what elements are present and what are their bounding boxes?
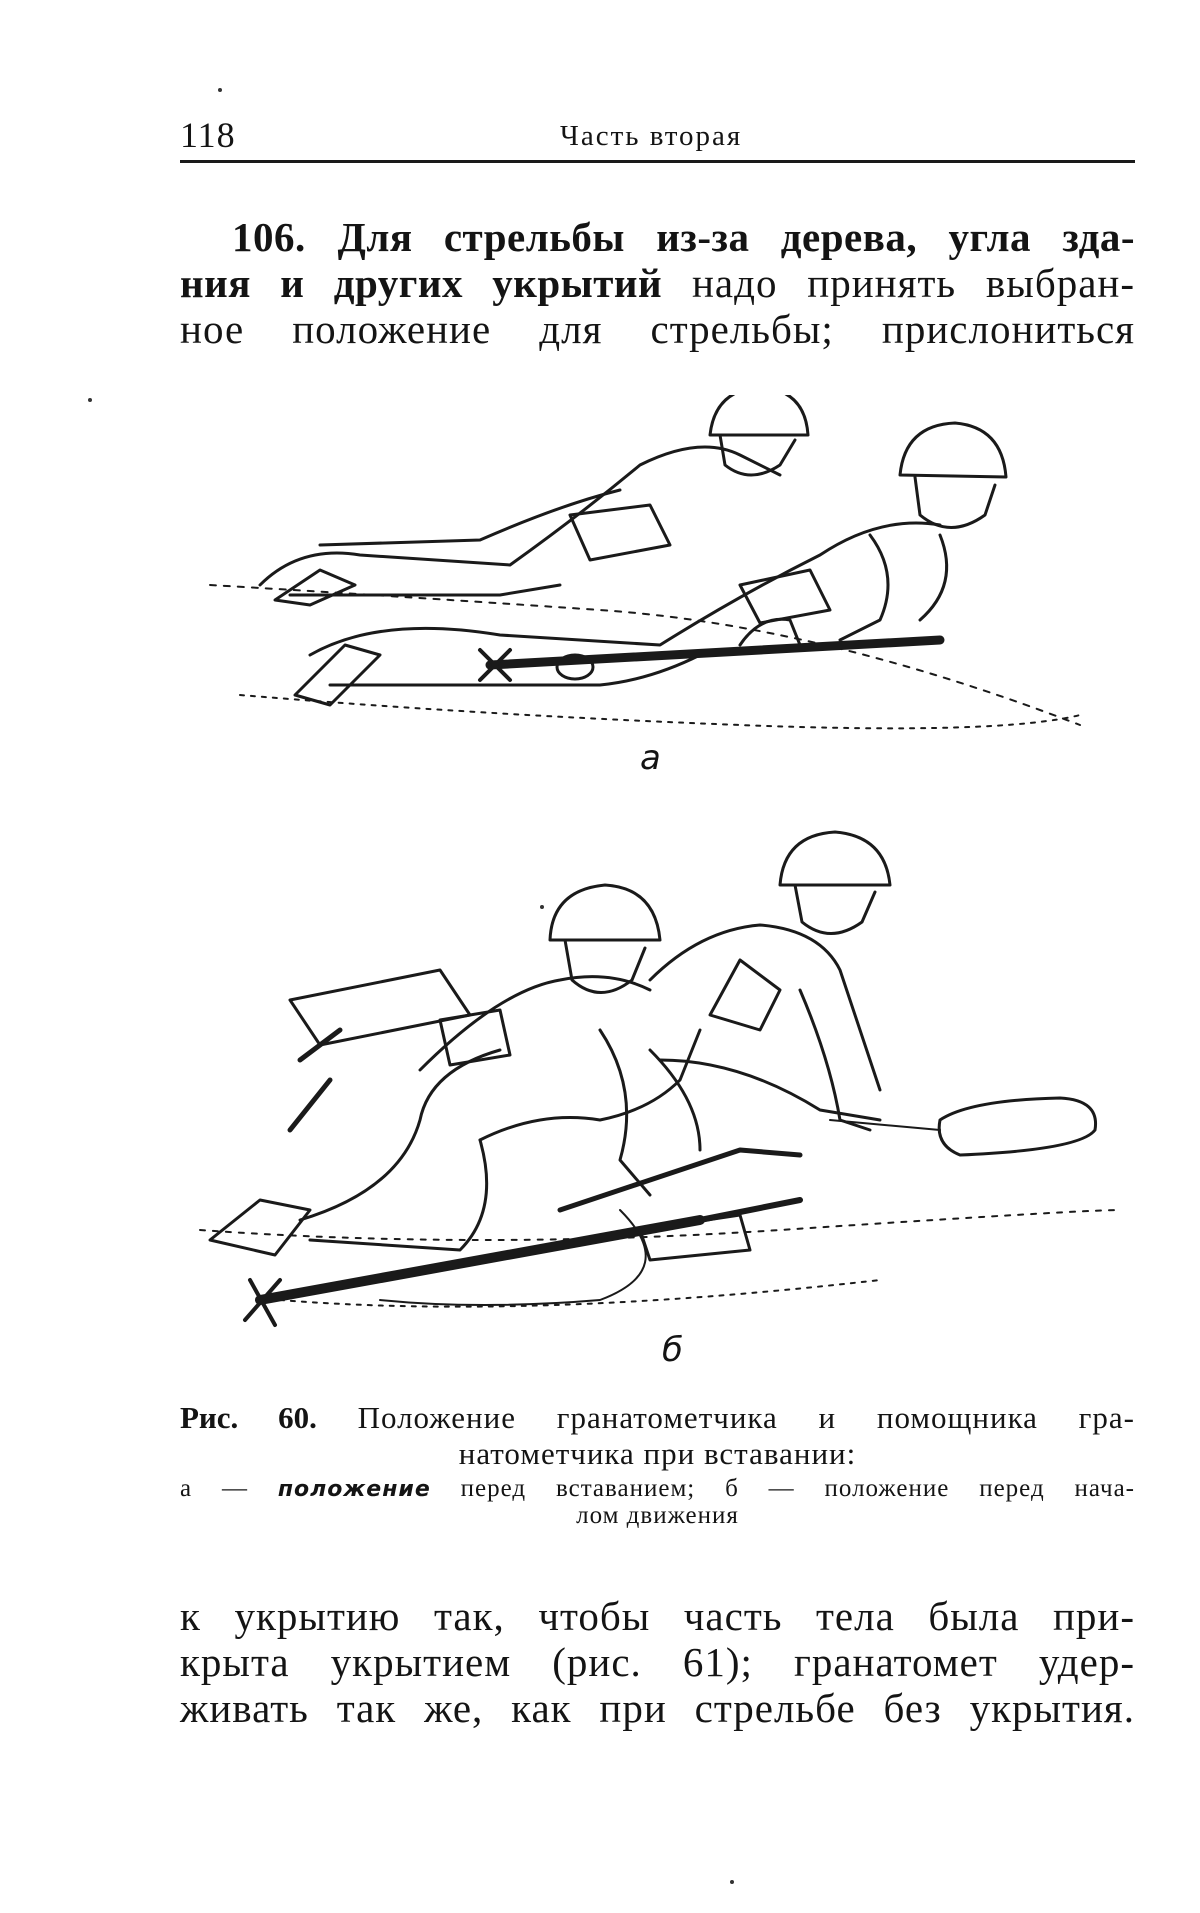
paragraph-106 — [180, 214, 1135, 352]
continuation-line-1: к укрытию так, чтобы часть тела была при- — [180, 1593, 1135, 1639]
paragraph-line-2 — [180, 260, 1135, 306]
caption-main — [180, 1400, 1135, 1472]
caption-sub-line-1 — [180, 1476, 1135, 1503]
page-header — [180, 110, 1135, 163]
figure-caption — [180, 1400, 1135, 1529]
paragraph-line-1 — [180, 214, 1135, 260]
caption-label: Рис. 60. — [180, 1400, 317, 1435]
scan-speck — [540, 905, 544, 909]
caption-sub-a-word: положение — [277, 1477, 431, 1502]
paragraph-bold-line-2: ния и других укрытий — [180, 260, 663, 306]
paragraph-line-3: ное положение для стрельбы; прислониться — [180, 306, 1135, 352]
figure-panel-b-letter: б — [662, 1330, 683, 1370]
caption-sub-line-2: лом движения — [576, 1502, 739, 1529]
scan-speck — [88, 398, 92, 402]
running-title: Часть вторая — [560, 120, 743, 152]
paragraph-continuation — [180, 1593, 1135, 1731]
scan-speck — [730, 1880, 734, 1884]
figure-panel-a-illustration — [180, 395, 1135, 735]
paragraph-rest-line-2: надо принять выбран- — [662, 260, 1135, 306]
caption-sub-a-letter: а — — [180, 1475, 278, 1502]
paragraph-bold-line-1: Для стрельбы из-за дерева, угла зда- — [337, 214, 1136, 260]
caption-line-1 — [180, 1400, 1135, 1436]
figure-panel-a-letter: а — [640, 738, 661, 778]
caption-subtext — [180, 1476, 1135, 1529]
caption-text-line-2: натометчика при вставании: — [458, 1436, 857, 1471]
caption-sub-line-1-rest: перед вставанием; б — положение перед нача- — [430, 1475, 1135, 1502]
scan-speck — [218, 88, 222, 92]
caption-text-line-1: Положение гранатометчика и помощника гра- — [316, 1400, 1135, 1435]
continuation-line-2: крыта укрытием (рис. 61); гранатомет удер- — [180, 1639, 1135, 1685]
figure-panel-b-illustration — [180, 830, 1135, 1350]
page-number: 118 — [180, 115, 236, 155]
continuation-line-3: живать так же, как при стрельбе без укрытия. — [180, 1685, 1135, 1731]
paragraph-number: 106. — [232, 214, 306, 260]
